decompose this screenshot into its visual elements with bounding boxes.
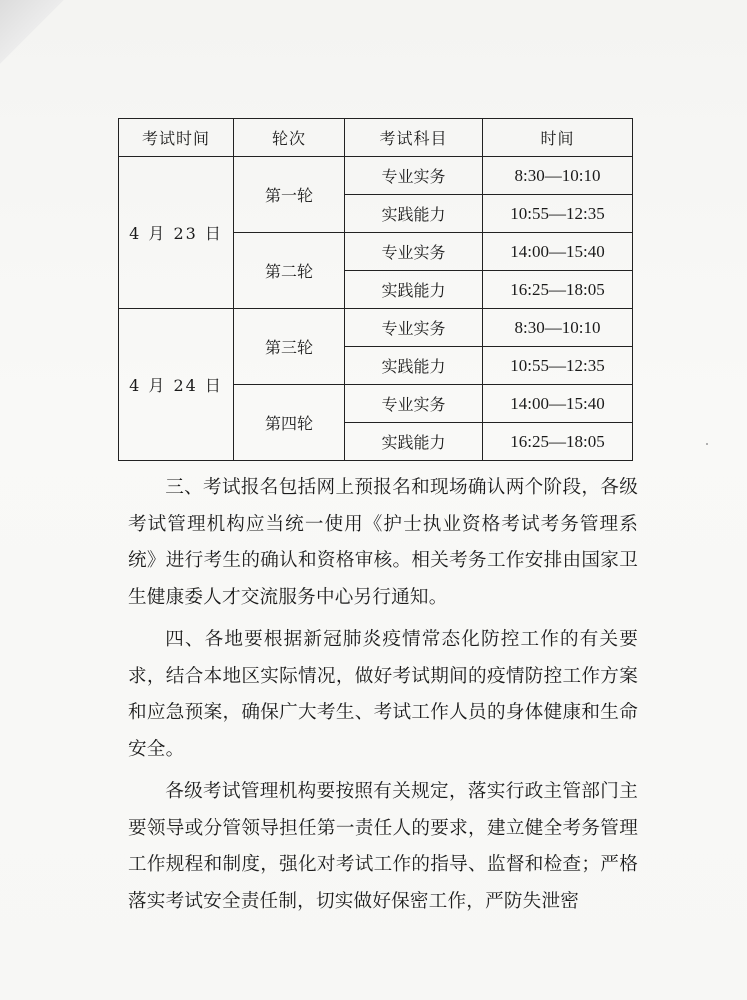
header-round: 轮次 (234, 119, 345, 157)
subject-cell: 专业实务 (345, 385, 483, 423)
subject-cell: 专业实务 (345, 309, 483, 347)
table-header-row (119, 119, 633, 157)
exam-date-cell: 4 月 24 日 (119, 309, 234, 461)
round-cell: 第四轮 (234, 385, 345, 461)
round-cell: 第二轮 (234, 233, 345, 309)
subject-cell: 专业实务 (345, 233, 483, 271)
header-time: 时间 (483, 119, 633, 157)
subject-cell: 实践能力 (345, 195, 483, 233)
document-body (128, 470, 638, 920)
time-cell: 8:30—10:10 (483, 157, 633, 195)
exam-date-cell: 4 月 23 日 (119, 157, 234, 309)
time-cell: 10:55—12:35 (483, 347, 633, 385)
round-cell: 第三轮 (234, 309, 345, 385)
scan-speck (706, 443, 708, 445)
time-cell: 14:00—15:40 (483, 385, 633, 423)
header-subject: 考试科目 (345, 119, 483, 157)
time-cell: 14:00—15:40 (483, 233, 633, 271)
subject-cell: 实践能力 (345, 347, 483, 385)
page-corner-shadow (0, 0, 70, 70)
time-cell: 8:30—10:10 (483, 309, 633, 347)
time-cell: 16:25—18:05 (483, 423, 633, 461)
paragraph-epidemic-control: 四、各地要根据新冠肺炎疫情常态化防控工作的有关要求，结合本地区实际情况，做好考试期间的疫情防控工作方案和应急预案，确保广大考生、考试工作人员的身体健康和生命安全。 (128, 629, 638, 760)
table-row (119, 157, 633, 195)
round-cell: 第一轮 (234, 157, 345, 233)
subject-cell: 专业实务 (345, 157, 483, 195)
header-exam-date: 考试时间 (119, 119, 234, 157)
table-row (119, 309, 633, 347)
subject-cell: 实践能力 (345, 271, 483, 309)
paragraph-registration: 三、考试报名包括网上预报名和现场确认两个阶段，各级考试管理机构应当统一使用《护士执业资格考试考务管理系统》进行考生的确认和资格审核。相关考务工作安排由国家卫生健康委人才交流服务中心另行通知。 (128, 477, 638, 608)
exam-schedule-table (118, 118, 633, 461)
paragraph-management-duty: 各级考试管理机构要按照有关规定，落实行政主管部门主要领导或分管领导担任第一责任人的要求，建立健全考务管理工作规程和制度，强化对考试工作的指导、监督和检查；严格落实考试安全责任制，切实做好保密工作，严防失泄密 (128, 781, 638, 912)
time-cell: 10:55—12:35 (483, 195, 633, 233)
time-cell: 16:25—18:05 (483, 271, 633, 309)
subject-cell: 实践能力 (345, 423, 483, 461)
